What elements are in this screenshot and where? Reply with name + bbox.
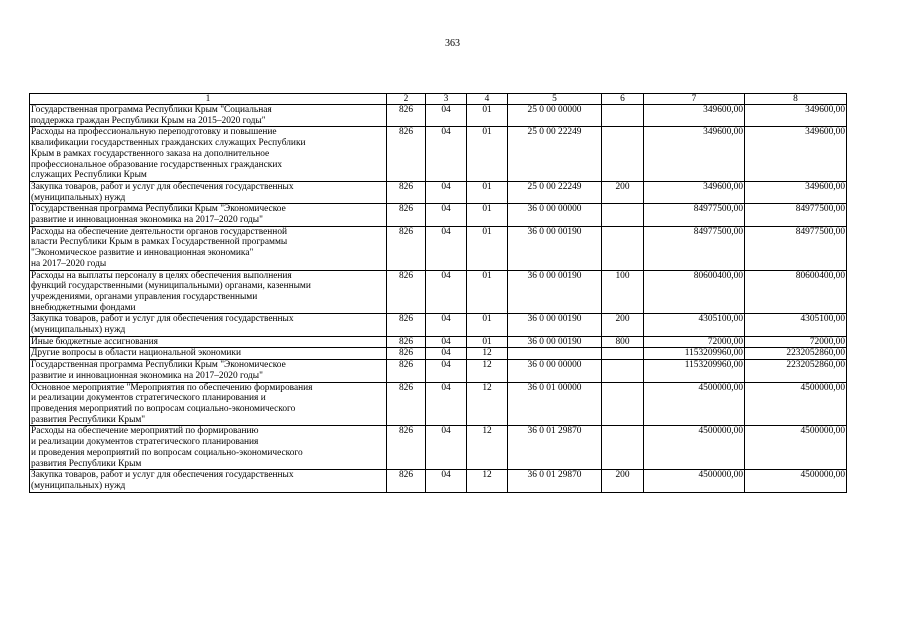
expense-name-cell bbox=[30, 336, 387, 348]
target-article-cell: 36 0 01 29870 bbox=[508, 470, 602, 492]
page-number: 363 bbox=[445, 38, 460, 49]
expense-name-line: Государственная программа Республики Крым "Экономическое bbox=[31, 204, 286, 215]
expense-name-cell bbox=[30, 226, 387, 270]
table-header-row bbox=[30, 94, 847, 105]
expense-name-cell bbox=[30, 270, 387, 314]
table-row bbox=[30, 181, 847, 203]
expense-name-line: (муниципальных) нужд bbox=[31, 325, 126, 336]
department-code-cell: 826 bbox=[387, 204, 426, 226]
subsection-code-cell: 01 bbox=[467, 270, 508, 314]
amount-year2-cell: 4500000,00 bbox=[745, 382, 847, 426]
target-article-cell: 36 0 00 00190 bbox=[508, 336, 602, 348]
expense-name-cell bbox=[30, 470, 387, 492]
amount-year1-cell: 80600400,00 bbox=[644, 270, 745, 314]
table-row bbox=[30, 105, 847, 127]
target-article-cell: 36 0 01 29870 bbox=[508, 426, 602, 470]
amount-year1-cell: 84977500,00 bbox=[644, 204, 745, 226]
section-code-cell: 04 bbox=[426, 105, 467, 127]
target-article-cell: 25 0 00 22249 bbox=[508, 127, 602, 182]
table-row bbox=[30, 204, 847, 226]
amount-year2-cell: 349600,00 bbox=[745, 105, 847, 127]
table-row bbox=[30, 348, 847, 360]
target-article-cell: 36 0 00 00000 bbox=[508, 360, 602, 382]
expense-name-cell bbox=[30, 360, 387, 382]
column-header: 7 bbox=[644, 94, 745, 105]
subsection-code-cell: 01 bbox=[467, 105, 508, 127]
amount-year2-cell: 4305100,00 bbox=[745, 314, 847, 336]
department-code-cell: 826 bbox=[387, 270, 426, 314]
expense-type-cell bbox=[602, 426, 644, 470]
table-row bbox=[30, 314, 847, 336]
amount-year1-cell: 1153209960,00 bbox=[644, 348, 745, 360]
target-article-cell: 36 0 00 00190 bbox=[508, 314, 602, 336]
expense-name-line: (муниципальных) нужд bbox=[31, 480, 126, 491]
target-article-cell: 25 0 00 00000 bbox=[508, 105, 602, 127]
target-article-cell bbox=[508, 348, 602, 360]
expense-name-cell bbox=[30, 204, 387, 226]
table-row bbox=[30, 336, 847, 348]
section-code-cell: 04 bbox=[426, 348, 467, 360]
expense-name-cell bbox=[30, 348, 387, 360]
target-article-cell: 36 0 00 00190 bbox=[508, 226, 602, 270]
column-header: 8 bbox=[745, 94, 847, 105]
section-code-cell: 04 bbox=[426, 470, 467, 492]
subsection-code-cell: 12 bbox=[467, 470, 508, 492]
expense-name-line: Расходы на профессиональную переподготовку и повышение bbox=[31, 127, 277, 138]
target-article-cell: 25 0 00 22249 bbox=[508, 181, 602, 203]
department-code-cell: 826 bbox=[387, 314, 426, 336]
expense-name-line: Крым в рамках государственного заказа на дополнительное bbox=[31, 148, 270, 159]
expense-type-cell bbox=[602, 348, 644, 360]
expense-name-line: Расходы на обеспечение деятельности органов государственной bbox=[31, 226, 288, 237]
subsection-code-cell: 01 bbox=[467, 314, 508, 336]
amount-year1-cell: 349600,00 bbox=[644, 181, 745, 203]
section-code-cell: 04 bbox=[426, 314, 467, 336]
section-code-cell: 04 bbox=[426, 382, 467, 426]
amount-year2-cell: 80600400,00 bbox=[745, 270, 847, 314]
column-header: 3 bbox=[426, 94, 467, 105]
department-code-cell: 826 bbox=[387, 382, 426, 426]
subsection-code-cell: 01 bbox=[467, 204, 508, 226]
expense-name-line: Основное мероприятие "Мероприятия по обеспечению формирования bbox=[31, 382, 313, 393]
expense-name-line: (муниципальных) нужд bbox=[31, 192, 126, 203]
expense-name-cell bbox=[30, 426, 387, 470]
department-code-cell: 826 bbox=[387, 360, 426, 382]
column-header: 4 bbox=[467, 94, 508, 105]
section-code-cell: 04 bbox=[426, 226, 467, 270]
section-code-cell: 04 bbox=[426, 204, 467, 226]
table-row bbox=[30, 470, 847, 492]
amount-year1-cell: 4500000,00 bbox=[644, 382, 745, 426]
expense-name-line: квалификации государственных гражданских служащих Республики bbox=[31, 138, 306, 149]
department-code-cell: 826 bbox=[387, 426, 426, 470]
expense-type-cell bbox=[602, 360, 644, 382]
expense-name-line: Закупка товаров, работ и услуг для обеспечения государственных bbox=[31, 314, 294, 325]
subsection-code-cell: 12 bbox=[467, 426, 508, 470]
expense-name-line: развитие и инновационная экономика на 2017–2020 годы" bbox=[31, 215, 263, 226]
expense-name-line: и проведения мероприятий по вопросам социально-экономического bbox=[31, 447, 303, 458]
expense-name-cell bbox=[30, 314, 387, 336]
subsection-code-cell: 01 bbox=[467, 226, 508, 270]
expense-name-line: власти Республики Крым в рамках Государственной программы bbox=[31, 237, 288, 248]
expense-name-cell bbox=[30, 127, 387, 182]
expense-name-line: служащих Республики Крым bbox=[31, 170, 147, 181]
expense-name-line: и реализации документов стратегического планирования и bbox=[31, 393, 266, 404]
expense-name-line: Закупка товаров, работ и услуг для обеспечения государственных bbox=[31, 181, 294, 192]
amount-year2-cell: 2232052860,00 bbox=[745, 360, 847, 382]
table-row bbox=[30, 270, 847, 314]
amount-year1-cell: 84977500,00 bbox=[644, 226, 745, 270]
budget-table bbox=[29, 93, 847, 493]
expense-name-cell bbox=[30, 105, 387, 127]
department-code-cell: 826 bbox=[387, 105, 426, 127]
subsection-code-cell: 01 bbox=[467, 127, 508, 182]
section-code-cell: 04 bbox=[426, 336, 467, 348]
expense-name-line: Государственная программа Республики Крым "Социальная bbox=[31, 105, 272, 115]
table-body bbox=[30, 105, 847, 493]
table-row bbox=[30, 382, 847, 426]
section-code-cell: 04 bbox=[426, 426, 467, 470]
expense-name-line: развития Республики Крым bbox=[31, 458, 142, 469]
expense-type-cell: 200 bbox=[602, 314, 644, 336]
department-code-cell: 826 bbox=[387, 470, 426, 492]
expense-type-cell: 200 bbox=[602, 181, 644, 203]
table-row bbox=[30, 226, 847, 270]
expense-name-line: Закупка товаров, работ и услуг для обеспечения государственных bbox=[31, 470, 294, 481]
amount-year2-cell: 84977500,00 bbox=[745, 204, 847, 226]
expense-name-line: и реализации документов стратегического планирования bbox=[31, 437, 259, 448]
expense-name-line: Расходы на обеспечение мероприятий по формированию bbox=[31, 426, 259, 437]
amount-year2-cell: 4500000,00 bbox=[745, 470, 847, 492]
amount-year1-cell: 349600,00 bbox=[644, 127, 745, 182]
department-code-cell: 826 bbox=[387, 127, 426, 182]
expense-name-cell bbox=[30, 382, 387, 426]
department-code-cell: 826 bbox=[387, 336, 426, 348]
expense-name-line: Иные бюджетные ассигнования bbox=[31, 336, 158, 347]
department-code-cell: 826 bbox=[387, 181, 426, 203]
subsection-code-cell: 01 bbox=[467, 336, 508, 348]
target-article-cell: 36 0 00 00190 bbox=[508, 270, 602, 314]
expense-type-cell bbox=[602, 226, 644, 270]
target-article-cell: 36 0 00 00000 bbox=[508, 204, 602, 226]
amount-year1-cell: 4500000,00 bbox=[644, 470, 745, 492]
amount-year2-cell: 84977500,00 bbox=[745, 226, 847, 270]
subsection-code-cell: 01 bbox=[467, 181, 508, 203]
expense-name-line: поддержка граждан Республики Крым на 2015–2020 годы" bbox=[31, 115, 266, 126]
expense-name-line: профессиональное образование государственных гражданских bbox=[31, 159, 283, 170]
section-code-cell: 04 bbox=[426, 181, 467, 203]
section-code-cell: 04 bbox=[426, 127, 467, 182]
column-header: 5 bbox=[508, 94, 602, 105]
expense-type-cell: 200 bbox=[602, 470, 644, 492]
amount-year1-cell: 72000,00 bbox=[644, 336, 745, 348]
expense-name-line: "Экономическое развитие и инновационная экономика" bbox=[31, 248, 254, 259]
department-code-cell: 826 bbox=[387, 348, 426, 360]
expense-name-line: Государственная программа Республики Крым "Экономическое bbox=[31, 360, 286, 371]
table-row bbox=[30, 360, 847, 382]
expense-type-cell bbox=[602, 105, 644, 127]
section-code-cell: 04 bbox=[426, 360, 467, 382]
expense-name-line: внебюджетными фондами bbox=[31, 302, 136, 313]
section-code-cell: 04 bbox=[426, 270, 467, 314]
expense-type-cell bbox=[602, 204, 644, 226]
expense-name-line: на 2017–2020 годы bbox=[31, 258, 107, 269]
amount-year2-cell: 349600,00 bbox=[745, 181, 847, 203]
column-header: 2 bbox=[387, 94, 426, 105]
expense-type-cell bbox=[602, 382, 644, 426]
expense-name-line: развитие и инновационная экономика на 2017–2020 годы" bbox=[31, 370, 263, 381]
amount-year1-cell: 4500000,00 bbox=[644, 426, 745, 470]
expense-name-line: развития Республики Крым" bbox=[31, 414, 146, 425]
amount-year1-cell: 349600,00 bbox=[644, 105, 745, 127]
expense-type-cell: 100 bbox=[602, 270, 644, 314]
table-row bbox=[30, 127, 847, 182]
expense-type-cell: 800 bbox=[602, 336, 644, 348]
column-header: 1 bbox=[30, 94, 387, 105]
target-article-cell: 36 0 01 00000 bbox=[508, 382, 602, 426]
table-row bbox=[30, 426, 847, 470]
amount-year2-cell: 349600,00 bbox=[745, 127, 847, 182]
department-code-cell: 826 bbox=[387, 226, 426, 270]
expense-name-cell bbox=[30, 181, 387, 203]
subsection-code-cell: 12 bbox=[467, 348, 508, 360]
amount-year1-cell: 4305100,00 bbox=[644, 314, 745, 336]
amount-year2-cell: 2232052860,00 bbox=[745, 348, 847, 360]
expense-name-line: Другие вопросы в области национальной экономики bbox=[31, 348, 241, 359]
subsection-code-cell: 12 bbox=[467, 382, 508, 426]
expense-name-line: функций государственными (муниципальными) органами, казенными bbox=[31, 281, 311, 292]
expense-type-cell bbox=[602, 127, 644, 182]
amount-year2-cell: 4500000,00 bbox=[745, 426, 847, 470]
expense-name-line: проведения мероприятий по вопросам социально-экономического bbox=[31, 403, 296, 414]
subsection-code-cell: 12 bbox=[467, 360, 508, 382]
column-header: 6 bbox=[602, 94, 644, 105]
expense-name-line: Расходы на выплаты персоналу в целях обеспечения выполнения bbox=[31, 270, 292, 281]
amount-year2-cell: 72000,00 bbox=[745, 336, 847, 348]
amount-year1-cell: 1153209960,00 bbox=[644, 360, 745, 382]
expense-name-line: учреждениями, органами управления государственными bbox=[31, 291, 258, 302]
